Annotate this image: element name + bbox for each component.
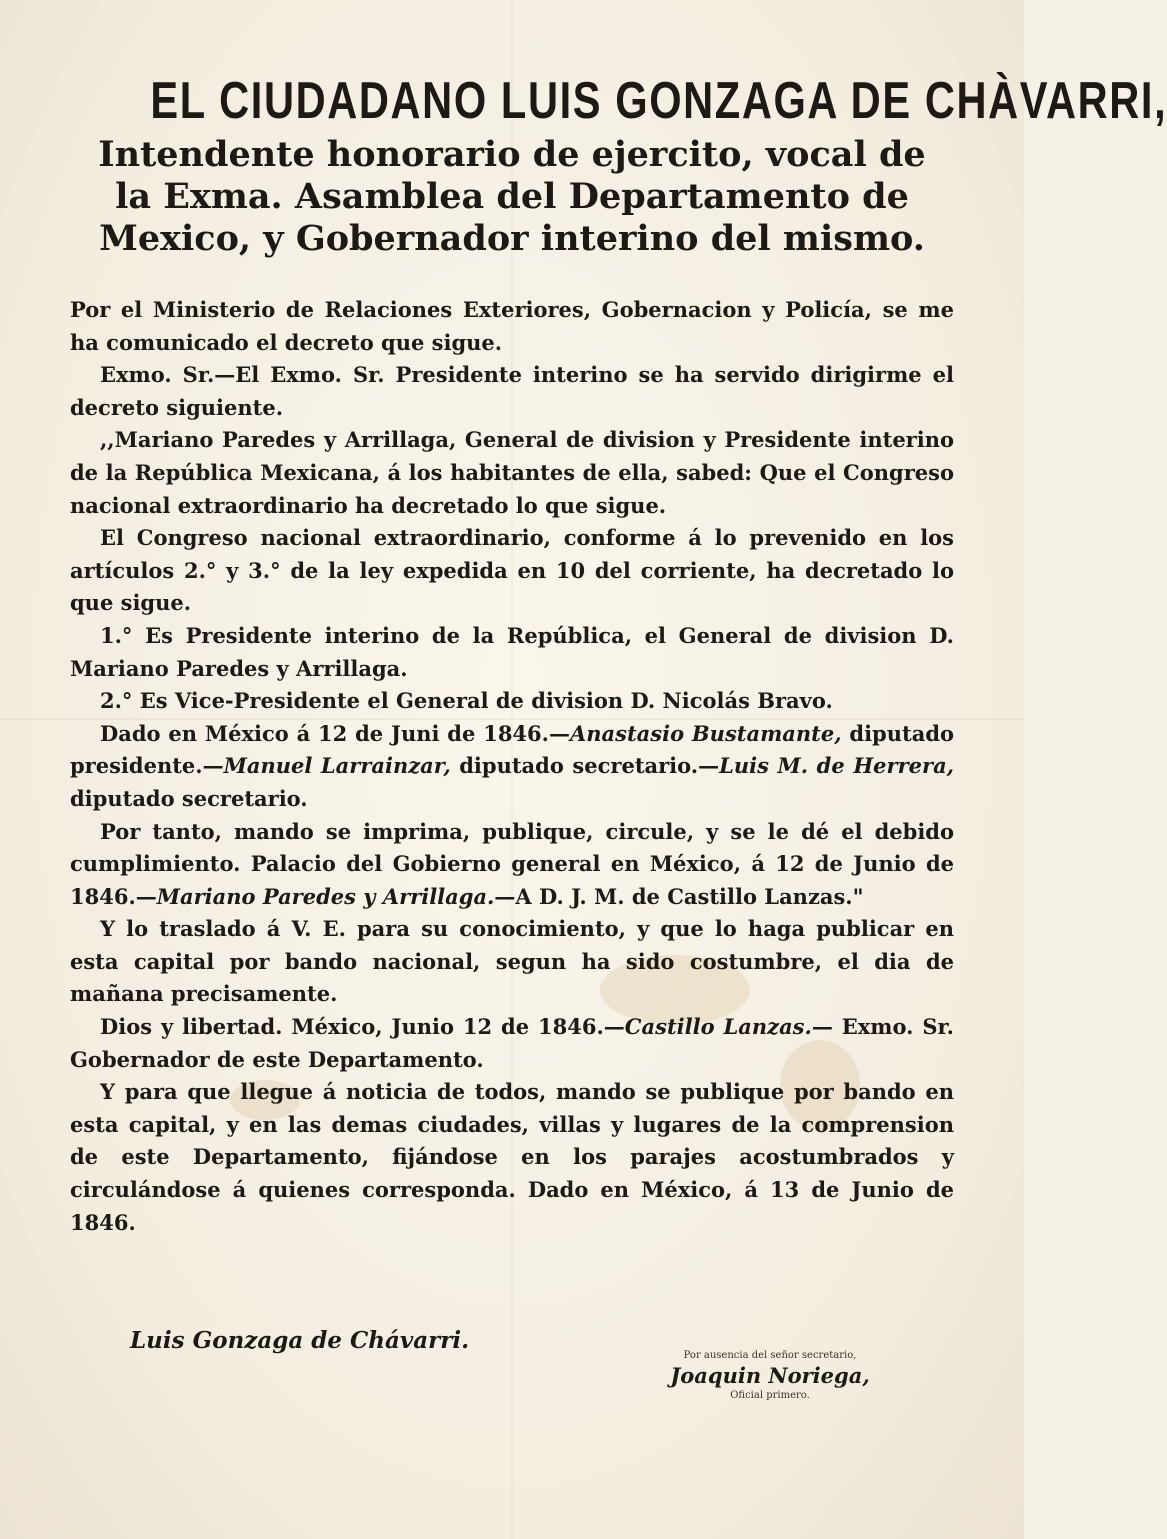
text-run: Por tanto, mando se imprima, publique, circule, y se le dé el debido cumplimiento. Palacio del Gobierno general en México, á 12 de Junio de 1846.—: [70, 818, 954, 909]
paragraph-8: [70, 816, 954, 914]
decree-body: [70, 294, 954, 1239]
paragraph-3: ,,Mariano Paredes y Arrillaga, General de division y Presidente interino de la República Mexicana, á los habitantes de ella, sabed: Que el Congreso nacional extraordinario ha decretado lo que sigue.: [70, 427, 954, 518]
header-line-2: Intendente honorario de ejercito, vocal de: [98, 134, 926, 175]
signature-title: Oficial primero.: [730, 1390, 810, 1401]
text-run: diputado presidente.—: [70, 720, 955, 779]
paragraph-10: [70, 1011, 954, 1076]
signature-secretary: Joaquin Noriega,: [670, 1363, 870, 1388]
header-title: EL CIUDADANO LUIS GONZAGA DE CHÀVARRI,: [150, 72, 1167, 130]
header-line-4: Mexico, y Gobernador interino del mismo.: [99, 218, 925, 259]
signatory-name: Castillo Lanzas.: [624, 1014, 812, 1040]
signatory-name: Manuel Larrainzar,: [223, 753, 451, 779]
signature-note: Por ausencia del señor secretario,: [683, 1350, 857, 1361]
paragraph-4: El Congreso nacional extraordinario, conforme á lo prevenido en los artículos 2.° y 3.° de la ley expedida en 10 del corriente, ha decretado lo que sigue.: [70, 525, 954, 616]
signature-governor: Luis Gonzaga de Chávarri.: [130, 1327, 470, 1354]
paragraph-5: 1.° Es Presidente interino de la República, el General de division D. Mariano Paredes y Arrillaga.: [70, 622, 954, 681]
signature-block-secretary: [655, 1350, 885, 1401]
text-run: Dado en México á 12 de Juni de 1846.—: [100, 720, 570, 746]
header-line-3: la Exma. Asamblea del Departamento de: [115, 176, 909, 217]
paragraph-1: Por el Ministerio de Relaciones Exteriores, Gobernacion y Policía, se me ha comunicado el decreto que sigue.: [70, 297, 954, 355]
paragraph-2: Exmo. Sr.—El Exmo. Sr. Presidente interino se ha servido dirigirme el decreto siguiente.: [70, 362, 954, 420]
text-run: — Exmo. Sr. Gobernador de este Departamento.: [70, 1014, 954, 1072]
paragraph-7: [70, 718, 954, 816]
text-run: —A D. J. M. de Castillo Lanzas.": [494, 883, 864, 909]
text-run: diputado secretario.—: [450, 753, 720, 779]
paragraph-11: Y para que llegue á noticia de todos, mando se publique por bando en esta capital, y en las demas ciudades, villas y lugares de la comprension de este Departamento, fijándose en los parajes acostumbrados y circulándose á quienes corresponda. Dado en México, á 13 de Junio de 1846.: [70, 1079, 954, 1235]
signatory-name: Anastasio Bustamante,: [569, 720, 842, 746]
paragraph-9: Y lo traslado á V. E. para su conocimiento, y que lo haga publicar en esta capital por bando nacional, segun ha sido costumbre, el dia de mañana precisamente.: [70, 916, 954, 1007]
paragraph-6: 2.° Es Vice-Presidente el General de division D. Nicolás Bravo.: [100, 688, 833, 714]
signatory-name: Mariano Paredes y Arrillaga.: [156, 883, 495, 909]
text-run: diputado secretario.: [70, 785, 308, 811]
signatory-name: Luis M. de Herrera,: [719, 753, 954, 779]
text-run: Dios y libertad. México, Junio 12 de 1846.—: [100, 1014, 625, 1040]
